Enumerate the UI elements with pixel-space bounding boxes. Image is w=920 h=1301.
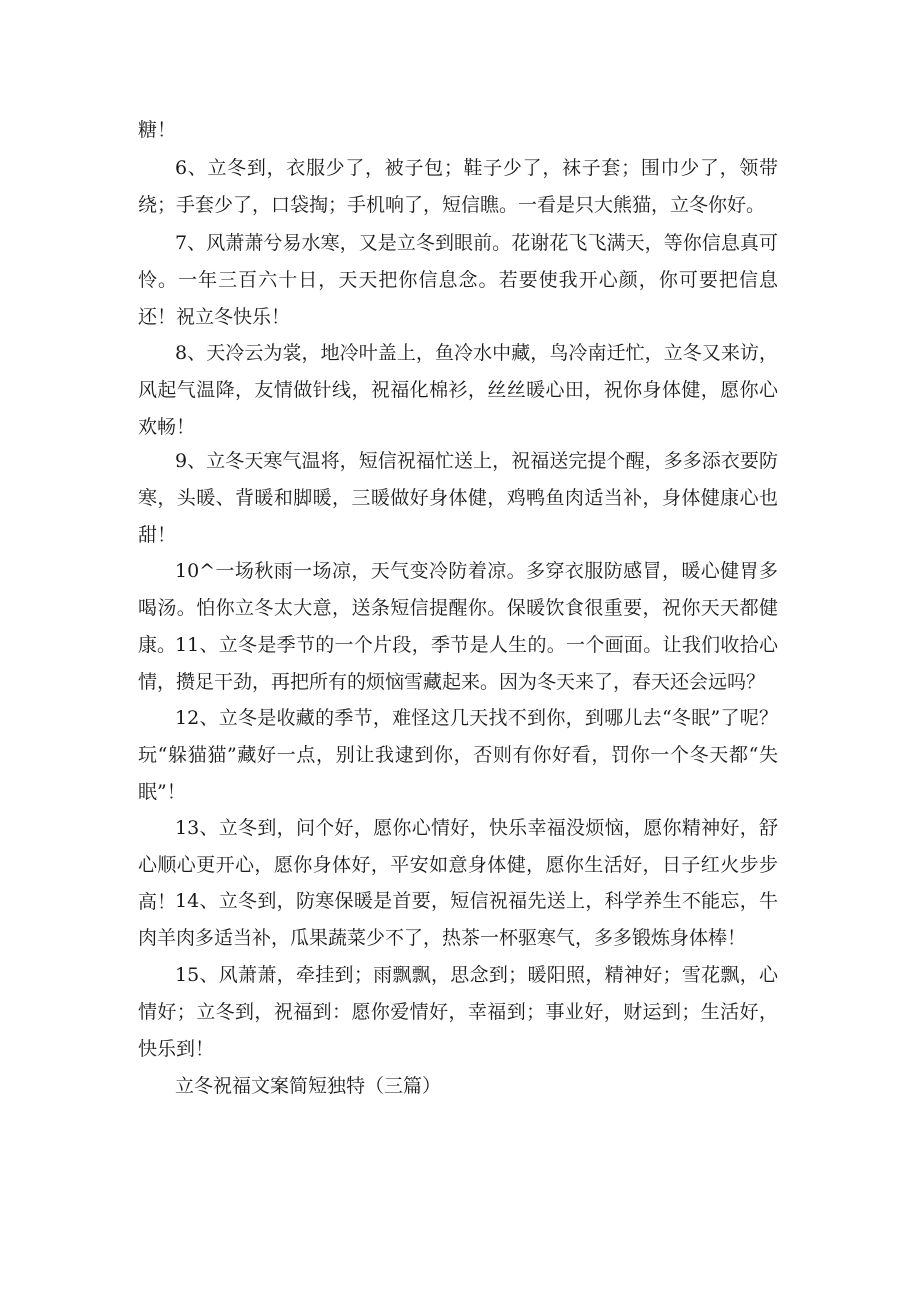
- list-item: 9、立冬天寒气温将，短信祝福忙送上，祝福送完提个醒，多多添衣要防寒，头暖、背暖和脚暖，三暖做好身体健，鸡鸭鱼肉适当补，身体健康心也甜！: [138, 450, 778, 546]
- list-item: 14、立冬到，防寒保暖是首要，短信祝福先送上，科学养生不能忘，牛肉羊肉多适当补，瓜果蔬菜少不了，热茶一杯驱寒气，多多锻炼身体棒！: [138, 890, 778, 949]
- continuation-text: 糖！: [138, 119, 177, 141]
- list-item: 13、立冬到，问个好，愿你心情好，快乐幸福没烦恼，愿你精神好，舒心顺心更开心，愿你身体好，平安如意身体健，愿你生活好，日子红火步步高！: [138, 817, 778, 913]
- list-item: 8、天冷云为裳，地冷叶盖上，鱼冷水中藏，鸟冷南迁忙，立冬又来访，风起气温降，友情做针线，祝福化棉衫，丝丝暖心田，祝你身体健，愿你心欢畅！: [138, 342, 778, 438]
- list-item: 12、立冬是收藏的季节，难怪这几天找不到你，到哪儿去“冬眠”了呢？玩“躲猫猫”藏好一点，别让我逮到你，否则有你好看，罚你一个冬天都“失眠”！: [138, 707, 778, 803]
- list-item: 10^一场秋雨一场凉，天气变冷防着凉。多穿衣服防感冒，暖心健胃多喝汤。怕你立冬太大意，送条短信提醒你。保暖饮食很重要，祝你天天都健康。: [138, 560, 778, 656]
- list-item: 11、立冬是季节的一个片段，季节是人生的。一个画面。让我们收拾心情，攒足干劲，再把所有的烦恼雪藏起来。因为冬天来了，春天还会远吗？: [138, 634, 778, 693]
- section-heading: 立冬祝福文案简短独特（三篇）: [175, 1075, 442, 1097]
- list-item: 15、风萧萧，牵挂到；雨飘飘，思念到；暖阳照，精神好；雪花飘，心情好；立冬到，祝福到：愿你爱情好，幸福到；事业好，财运到；生活好，快乐到！: [138, 964, 778, 1060]
- list-item: 7、风萧萧兮易水寒，又是立冬到眼前。花谢花飞飞满天，等你信息真可怜。一年三百六十日，天天把你信息念。若要使我开心颜，你可要把信息还！祝立冬快乐！: [138, 232, 778, 328]
- list-item: 6、立冬到，衣服少了，被子包；鞋子少了，袜子套；围巾少了，领带绕；手套少了，口袋掏；手机响了，短信瞧。一看是只大熊猫，立冬你好。: [138, 157, 778, 216]
